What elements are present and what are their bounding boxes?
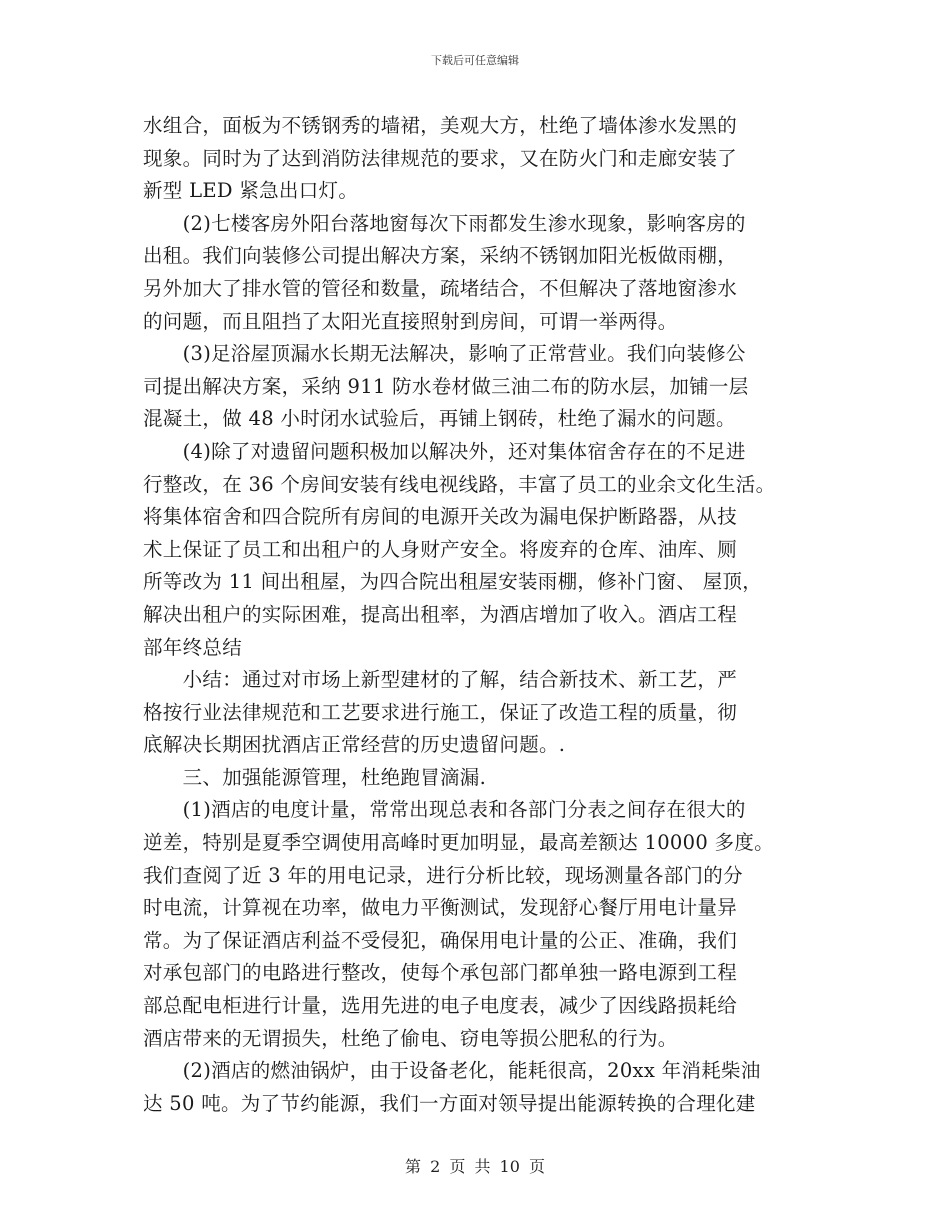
text-line: 解决出租户的实际困难，提高出租率，为酒店增加了收入。酒店工程 — [143, 602, 738, 626]
text-line: (4)除了对遗留问题积极加以解决外，还对集体宿舍存在的不足进 — [143, 439, 746, 463]
text-line: 格按行业法律规范和工艺要求进行施工，保证了改造工程的质量，彻 — [143, 700, 738, 724]
text-line: 将集体宿舍和四合院所有房间的电源开关改为漏电保护断路器，从技 — [143, 505, 738, 529]
text-line: (2)七楼客房外阳台落地窗每次下雨都发生渗水现象，影响客房的 — [143, 211, 746, 235]
text-line: 新型 LED 紧急出口灯。 — [143, 179, 359, 203]
text-line: 混凝土，做 48 小时闭水试验后，再铺上钢砖，杜绝了漏水的问题。 — [143, 407, 736, 431]
document-body — [143, 110, 823, 1120]
text-line: 底解决长期困扰酒店正常经营的历史遗留问题。. — [143, 733, 566, 757]
text-line: 酒店带来的无谓损失，杜绝了偷电、窃电等损公肥私的行为。 — [143, 1026, 678, 1050]
text-line: 水组合，面板为不锈钢秀的墙裙，美观大方，杜绝了墙体渗水发黑的 — [143, 114, 738, 137]
text-line: 常。为了保证酒店利益不受侵犯，确保用电计量的公正、准确，我们 — [143, 928, 738, 952]
text-line: 三、加强能源管理，杜绝跑冒滴漏. — [143, 765, 487, 789]
text-line: 我们查阅了近 3 年的用电记录，进行分析比较，现场测量各部门的分 — [143, 863, 743, 887]
text-line: 部年终总结 — [143, 635, 243, 659]
text-line: (3)足浴屋顶漏水长期无法解决，影响了正常营业。我们向装修公 — [143, 342, 746, 366]
text-line: 达 50 吨。为了节约能源，我们一方面对领导提出能源转换的合理化建 — [143, 1091, 756, 1115]
text-line: 逆差，特别是夏季空调使用高峰时更加明显，最高差额达 10000 多度。 — [143, 831, 774, 855]
text-line: (1)酒店的电度计量，常常出现总表和各部门分表之间存在很大的 — [143, 798, 746, 822]
text-line: 出租。我们向装修公司提出解决方案，采纳不锈钢加阳光板做雨棚， — [143, 244, 738, 268]
text-line: 行整改，在 36 个房间安装有线电视线路，丰富了员工的业余文化生活。 — [143, 472, 776, 496]
text-line: 司提出解决方案，采纳 911 防水卷材做三油二布的防水层，加铺一层 — [143, 374, 749, 398]
page-footer: 第 2 页 共 10 页 — [405, 1157, 545, 1176]
text-line: 术上保证了员工和出租户的人身财产安全。将废弃的仓库、油库、厕 — [143, 537, 738, 561]
text-line: 现象。同时为了达到消防法律规范的要求，又在防火门和走廊安装了 — [143, 146, 738, 170]
text-line: 时电流，计算视在功率，做电力平衡测试，发现舒心餐厅用电计量异 — [143, 896, 738, 920]
text-line: 部总配电柜进行计量，选用先进的电子电度表，减少了因线路损耗给 — [143, 994, 738, 1018]
text-line: (2)酒店的燃油锅炉，由于设备老化，能耗很高，20xx 年消耗柴油 — [143, 1059, 761, 1083]
text-line: 另外加大了排水管的管径和数量，疏堵结合，不但解决了落地窗渗水 — [143, 276, 738, 300]
text-line: 小结：通过对市场上新型建材的了解，结合新技术、新工艺，严 — [143, 668, 738, 692]
text-line: 的问题，而且阻挡了太阳光直接照射到房间，可谓一举两得。 — [143, 309, 678, 333]
text-line: 对承包部门的电路进行整改，使每个承包部门都单独一路电源到工程 — [143, 961, 738, 985]
text-line: 所等改为 11 间出租屋，为四合院出租屋安装雨棚，修补门窗、 屋顶， — [143, 570, 763, 594]
page-header: 下载后可任意编辑 — [431, 54, 519, 67]
